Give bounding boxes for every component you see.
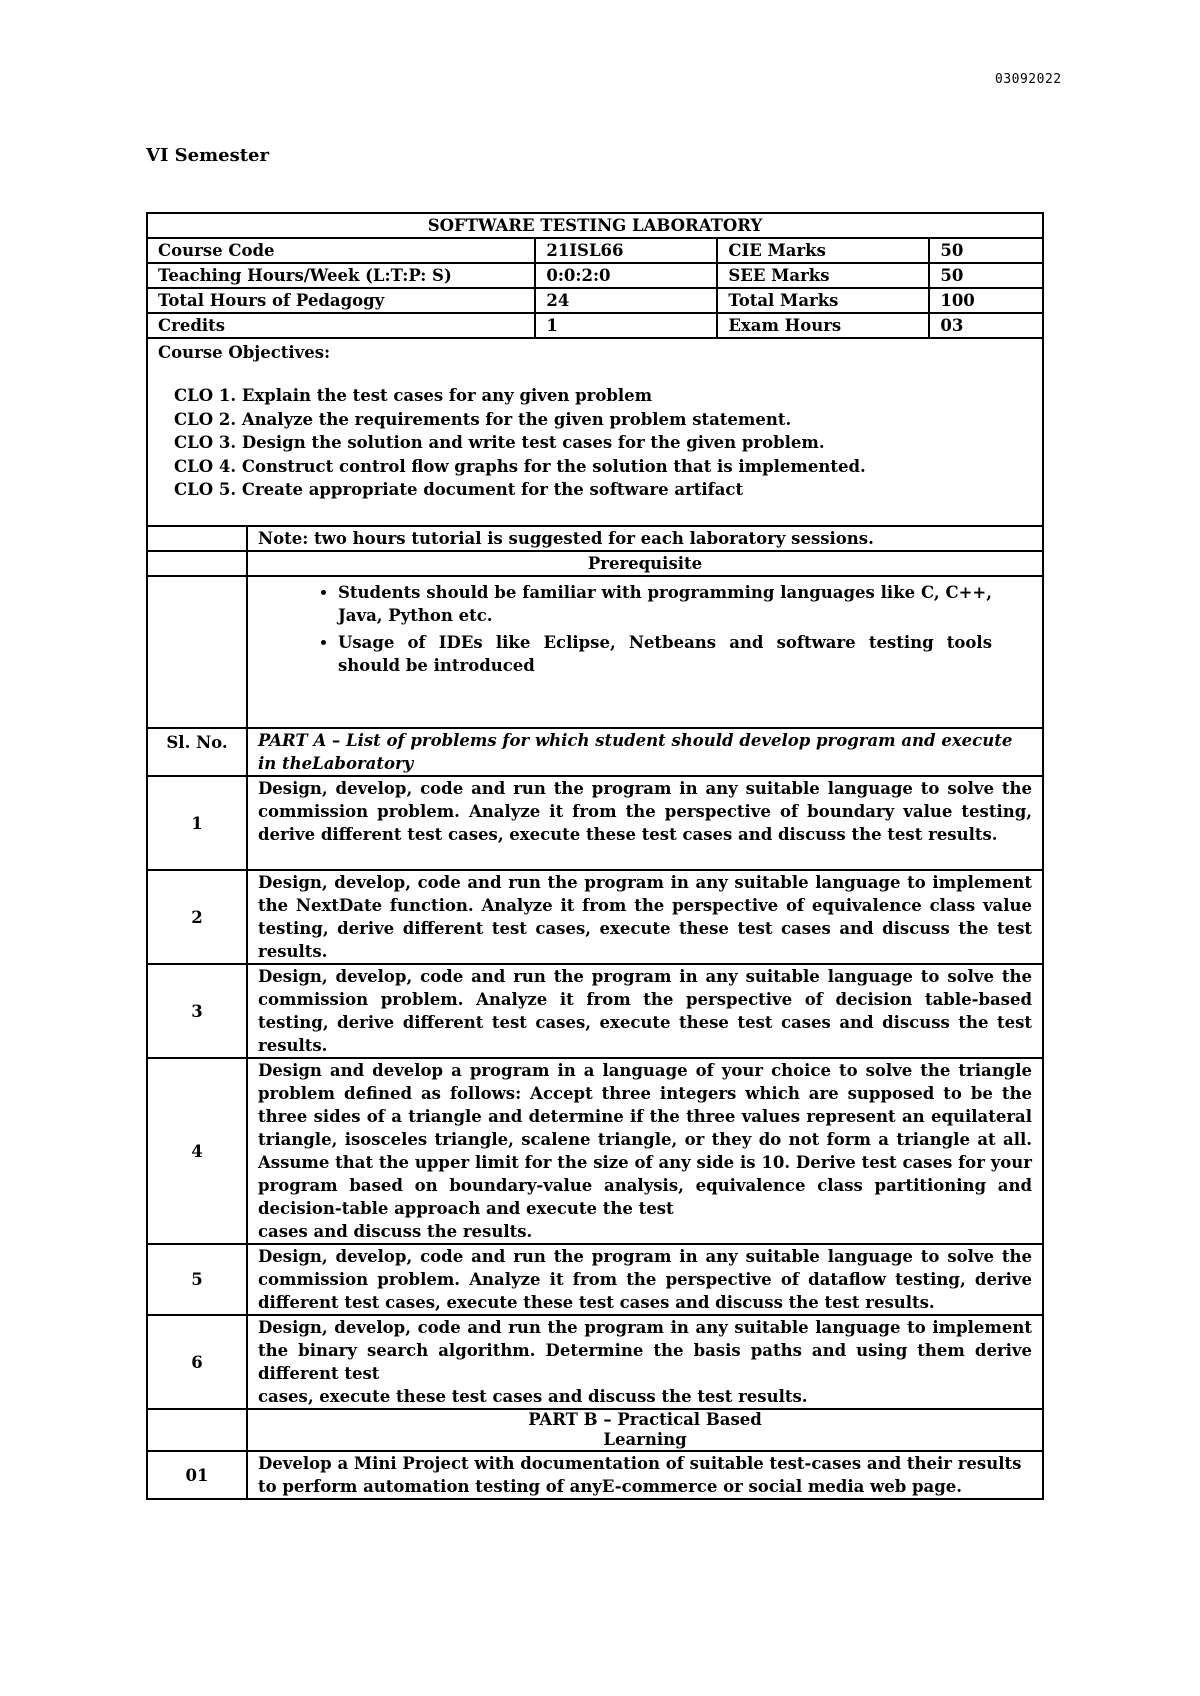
clo-item: CLO 2. Analyze the requirements for the given problem statement. xyxy=(174,409,792,429)
course-info-row xyxy=(147,263,1043,288)
part-b-heading-line2: Learning xyxy=(603,1430,687,1449)
prerequisite-item: • Usage of IDEs like Eclipse, Netbeans and software testing tools should be introduced xyxy=(338,631,1032,677)
table-row xyxy=(147,870,1043,964)
teaching-hours-label: Teaching Hours/Week (L:T:P: S) xyxy=(147,263,535,288)
problem-text: Design, develop, code and run the program in any suitable language to solve the commission problem. Analyze it from the perspective of decision table-based testing, derive different test cases, execute these test cases and discuss the test results. xyxy=(247,964,1043,1058)
course-info-row xyxy=(147,288,1043,313)
pedagogy-hours-value: 24 xyxy=(535,288,717,313)
problem-number: 3 xyxy=(147,964,247,1058)
clo-item: CLO 5. Create appropriate document for the software artifact xyxy=(174,480,744,499)
table-row xyxy=(147,1315,1043,1409)
course-objectives-heading: Course Objectives: xyxy=(158,343,331,362)
course-code-label: Course Code xyxy=(147,238,535,263)
course-objectives-cell xyxy=(147,338,1043,526)
cie-marks-value: 50 xyxy=(929,238,1043,263)
prerequisite-heading: Prerequisite xyxy=(247,551,1043,576)
empty-cell xyxy=(147,526,247,551)
problem-text: Design, develop, code and run the program in any suitable language to solve the commission problem. Analyze it from the perspective of dataflow testing, derive different test cases, execute these test cases and discuss the test results. xyxy=(247,1244,1043,1315)
problem-text: Design, develop, code and run the program in any suitable language to implement the NextDate function. Analyze it from the perspective of equivalence class value testing, derive different test cases, execute these test cases and discuss the test results. xyxy=(247,870,1043,964)
course-info-row xyxy=(147,238,1043,263)
clo-item: CLO 4. Construct control flow graphs for the solution that is implemented. xyxy=(174,456,866,476)
part-b-heading-line1: PART B – Practical Based xyxy=(528,1410,762,1429)
syllabus-table xyxy=(146,212,1044,1500)
prerequisite-cell xyxy=(247,576,1043,728)
problem-text-continued: cases and discuss the results. xyxy=(258,1222,533,1241)
clo-item: CLO 1. Explain the test cases for any given problem xyxy=(174,386,653,405)
total-marks-value: 100 xyxy=(929,288,1043,313)
problem-text-continued: cases, execute these test cases and discuss the test results. xyxy=(258,1387,808,1406)
problem-number: 2 xyxy=(147,870,247,964)
prerequisite-item: • Students should be familiar with programming languages like C, C++, Java, Python etc. xyxy=(338,581,1032,627)
teaching-hours-value: 0:0:2:0 xyxy=(535,263,717,288)
clo-list xyxy=(158,384,1032,502)
problem-text: Design, develop, code and run the program in any suitable language to solve the commission problem. Analyze it from the perspective of boundary value testing, derive different test cases, execute these test cases and discuss the test results. xyxy=(247,776,1043,870)
clo-item: CLO 3. Design the solution and write test cases for the given problem. xyxy=(174,433,825,452)
empty-cell xyxy=(147,551,247,576)
pedagogy-hours-label: Total Hours of Pedagogy xyxy=(147,288,535,313)
part-b-heading xyxy=(247,1409,1043,1451)
course-title: SOFTWARE TESTING LABORATORY xyxy=(147,213,1043,238)
problem-number: 1 xyxy=(147,776,247,870)
exam-hours-value: 03 xyxy=(929,313,1043,338)
see-marks-value: 50 xyxy=(929,263,1043,288)
problem-number: 4 xyxy=(147,1058,247,1244)
empty-cell xyxy=(147,576,247,728)
see-marks-label: SEE Marks xyxy=(717,263,929,288)
empty-cell xyxy=(147,1409,247,1451)
course-code-value: 21ISL66 xyxy=(535,238,717,263)
table-row xyxy=(147,776,1043,870)
sl-no-header: Sl. No. xyxy=(147,728,247,776)
table-row xyxy=(147,1058,1043,1244)
project-text: Develop a Mini Project with documentation of suitable test-cases and their results to perform automation testing of anyE-commerce or social media web page. xyxy=(247,1451,1043,1499)
credits-label: Credits xyxy=(147,313,535,338)
problem-text: Design and develop a program in a language of your choice to solve the triangle problem defined as follows: Accept three integers which are supposed to be the three sides of a triangle and determine if the three values represent an equilateral triangle, isosceles triangle, scalene triangle, or they do not form a triangle at all. Assume that the upper limit for the size of any side is 10. Derive test cases for your program based on boundary-value analysis, equivalence class partitioning and decision-table approach and execute the test xyxy=(258,1061,1032,1218)
total-marks-label: Total Marks xyxy=(717,288,929,313)
credits-value: 1 xyxy=(535,313,717,338)
exam-hours-label: Exam Hours xyxy=(717,313,929,338)
table-row xyxy=(147,1244,1043,1315)
part-a-heading: PART A – List of problems for which student should develop program and execute in theLaboratory xyxy=(247,728,1043,776)
prerequisite-list xyxy=(258,581,1032,677)
table-row xyxy=(147,964,1043,1058)
problem-text: Design, develop, code and run the program in any suitable language to implement the binary search algorithm. Determine the basis paths and using them derive different test xyxy=(258,1318,1032,1383)
table-row xyxy=(147,1451,1043,1499)
problem-number: 5 xyxy=(147,1244,247,1315)
semester-heading: VI Semester xyxy=(146,145,269,166)
document-id: 03092022 xyxy=(995,72,1062,87)
tutorial-note: Note: two hours tutorial is suggested for each laboratory sessions. xyxy=(247,526,1043,551)
cie-marks-label: CIE Marks xyxy=(717,238,929,263)
problem-number: 6 xyxy=(147,1315,247,1409)
project-number: 01 xyxy=(147,1451,247,1499)
problem-cell xyxy=(247,1058,1043,1244)
course-info-row xyxy=(147,313,1043,338)
problem-cell xyxy=(247,1315,1043,1409)
